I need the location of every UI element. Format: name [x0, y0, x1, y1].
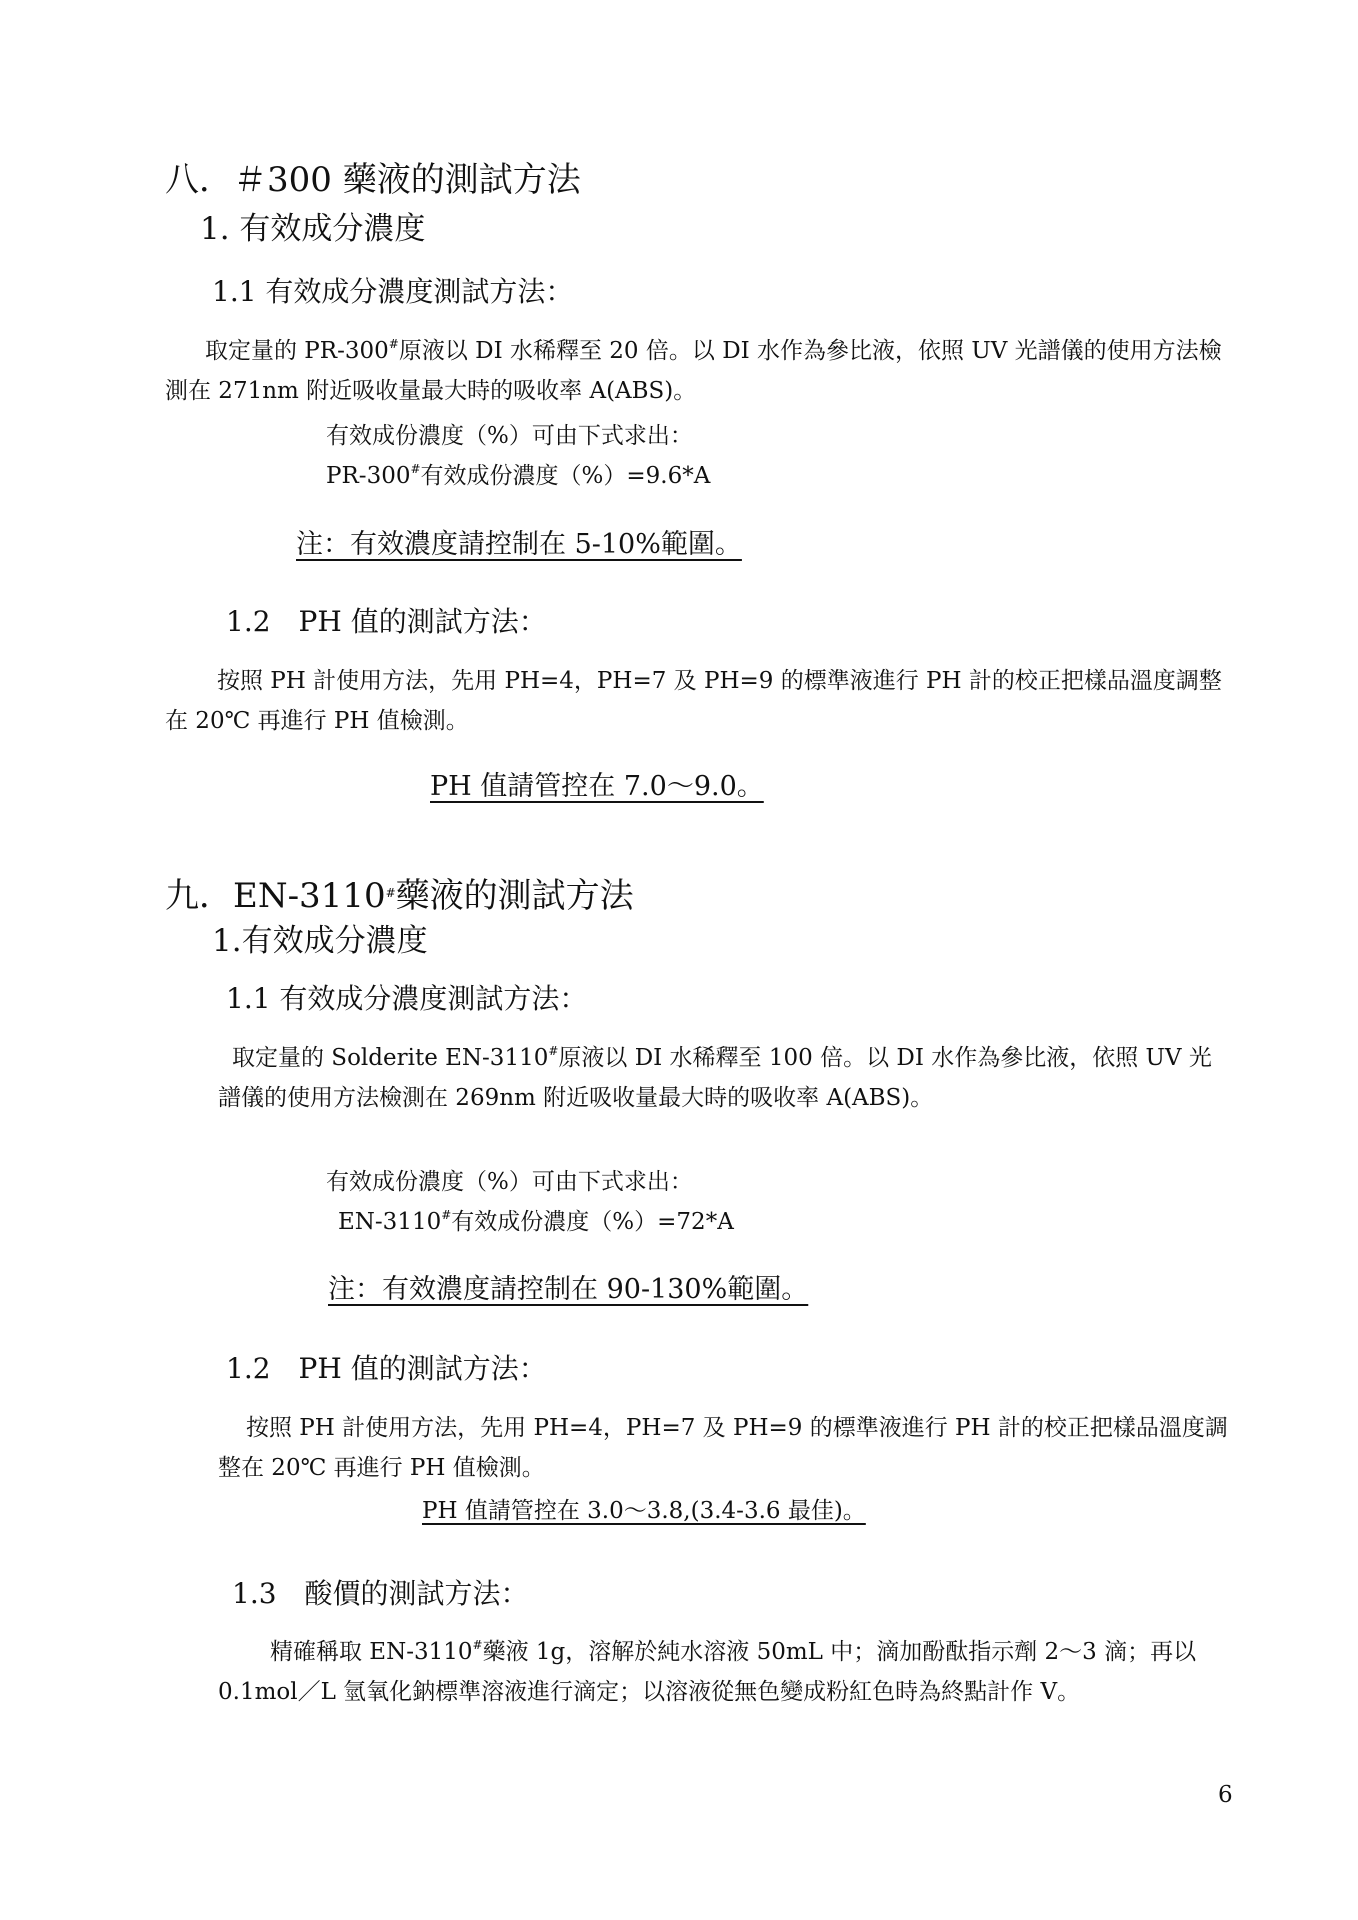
section-8-ph-note: PH 值請管控在 7.0～9.0。	[430, 771, 764, 802]
section-9-subheading-1-2: 1.2 PH 值的測試方法：	[226, 1352, 547, 1385]
section-9-subheading-1: 1.有效成分濃度	[212, 923, 428, 959]
section-8-title: 八．＃300 藥液的測試方法	[165, 160, 581, 200]
section-9-formula-intro: 有效成份濃度（%）可由下式求出：	[326, 1169, 693, 1195]
section-8-paragraph-1: 取定量的 PR-300#原液以 DI 水稀釋至 20 倍。以 DI 水作為參比液，依照 UV 光譜儀的使用方法檢測在 271nm 附近吸收量最大時的吸收率 A(ABS)。	[165, 337, 1222, 404]
section-8-subheading-1-1: 1.1 有效成分濃度測試方法：	[212, 275, 574, 308]
section-9-formula: EN-3110#有效成份濃度（%）=72*A	[338, 1208, 734, 1235]
section-8-formula: PR-300#有效成份濃度（%）=9.6*A	[326, 462, 711, 489]
page-number: 6	[1218, 1782, 1233, 1808]
section-9-title: 九．EN-3110#藥液的測試方法	[165, 876, 634, 916]
section-8-paragraph-2: 按照 PH 計使用方法，先用 PH=4，PH=7 及 PH=9 的標準液進行 PH 計的校正把樣品溫度調整在 20℃ 再進行 PH 值檢測。	[165, 668, 1222, 734]
section-9-paragraph-2: 按照 PH 計使用方法，先用 PH=4，PH=7 及 PH=9 的標準液進行 PH 計的校正把樣品溫度調整在 20℃ 再進行 PH 值檢測。	[218, 1415, 1228, 1481]
section-9-paragraph-3: 精確稱取 EN-3110#藥液 1g，溶解於純水溶液 50mL 中；滴加酚酞指示劑 2～3 滴；再以 0.1mol／L 氫氧化鈉標準溶液進行滴定；以溶液從無色變成粉紅色時為終點計作 V。	[218, 1638, 1197, 1705]
section-8-formula-intro: 有效成份濃度（%）可由下式求出：	[326, 423, 693, 449]
section-8-subheading-1: 1. 有效成分濃度	[200, 211, 426, 247]
section-8-note: 注：有效濃度請控制在 5-10%範圍。	[296, 529, 742, 560]
section-8-subheading-1-2: 1.2 PH 值的測試方法：	[226, 605, 547, 638]
section-9-note: 注：有效濃度請控制在 90-130%範圍。	[328, 1274, 809, 1305]
section-9-subheading-1-1: 1.1 有效成分濃度測試方法：	[226, 982, 588, 1015]
section-9-ph-note: PH 值請管控在 3.0～3.8,(3.4-3.6 最佳)。	[422, 1498, 866, 1524]
section-9-subheading-1-3: 1.3 酸價的測試方法：	[232, 1577, 529, 1610]
section-9-paragraph-1: 取定量的 Solderite EN-3110#原液以 DI 水稀釋至 100 倍。以 DI 水作為參比液，依照 UV 光譜儀的使用方法檢測在 269nm 附近吸收量最大時的吸收率 A(ABS)。	[218, 1044, 1212, 1111]
